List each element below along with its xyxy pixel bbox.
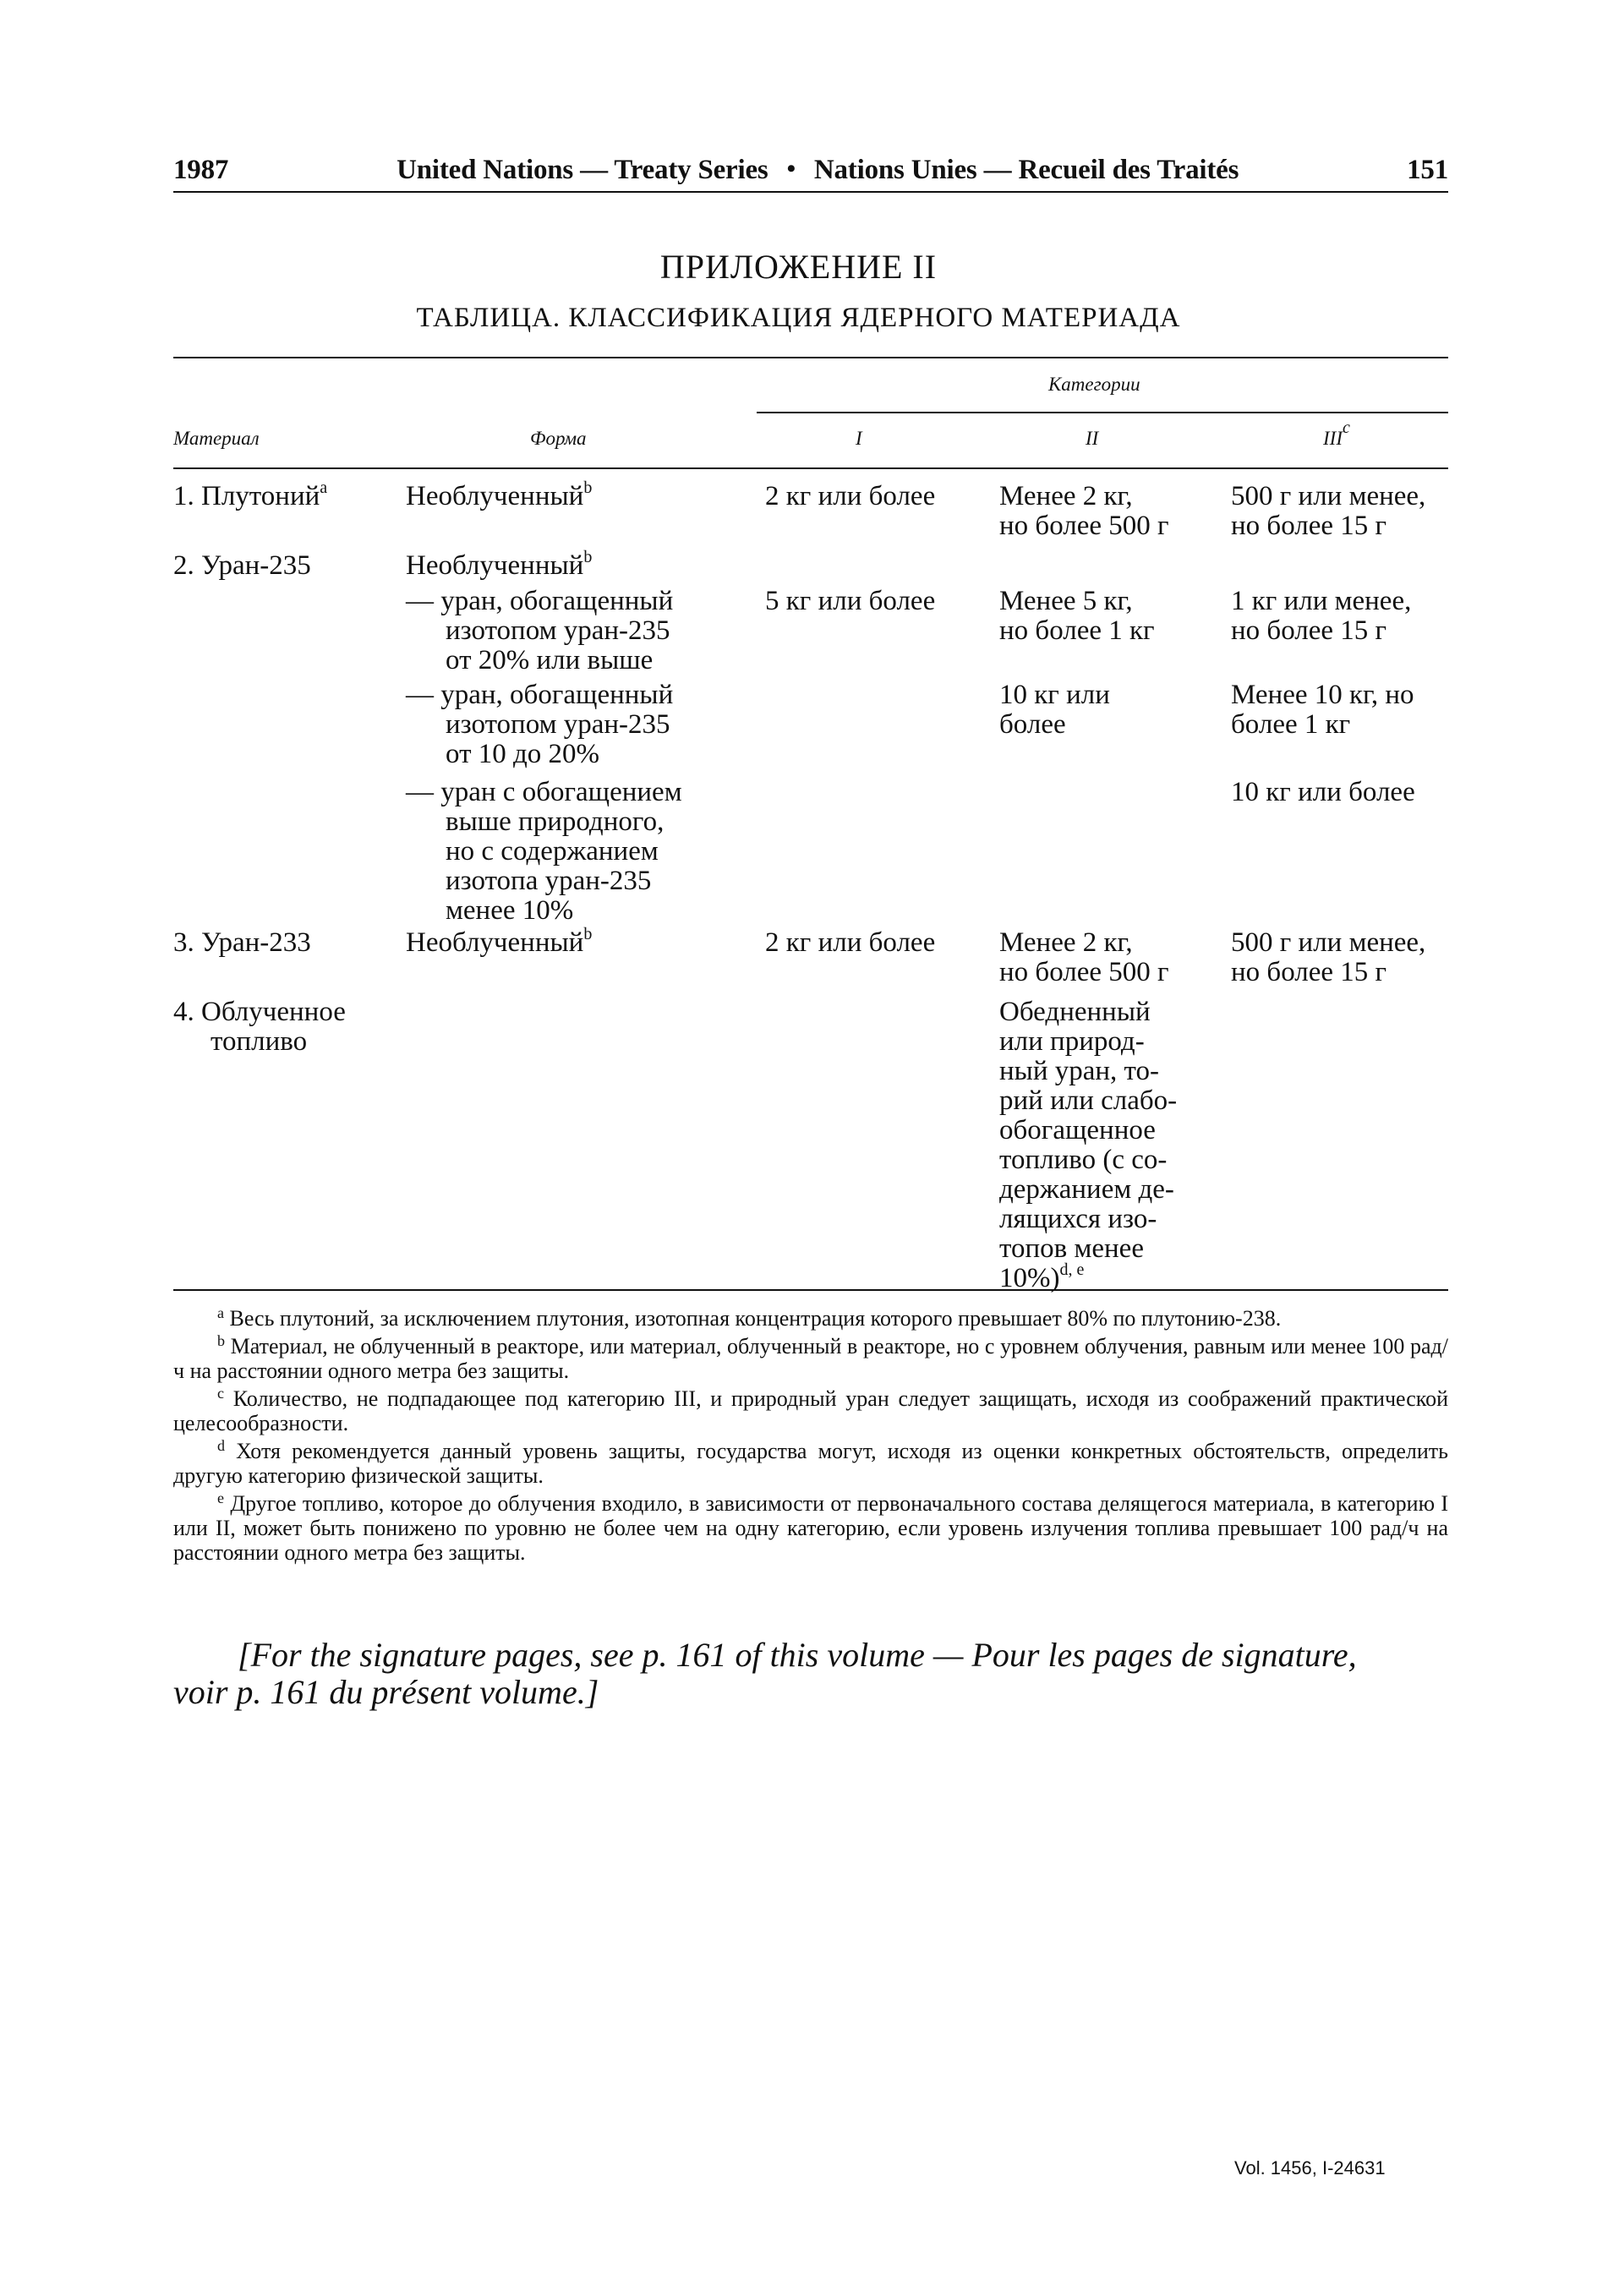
cell-line: 500 г или менее, — [1231, 927, 1426, 958]
cell-line: или природ- — [999, 1026, 1145, 1057]
row-2-material: 2. Уран-235 — [173, 550, 311, 581]
row-1-material — [173, 478, 328, 511]
cell-line: 4. Облученное — [173, 997, 346, 1027]
cell-line: Менее 10 кг, но — [1231, 680, 1414, 710]
header-form: Форма — [530, 428, 587, 449]
footnote-mark: b — [583, 548, 593, 566]
cell-line: более 1 кг — [1231, 709, 1351, 740]
row-2a-cat-3 — [1231, 587, 1411, 646]
cell-line: изотопом уран-235 — [446, 709, 670, 740]
header-year: 1987 — [173, 155, 229, 185]
row-3-cat-2 — [999, 928, 1169, 987]
row-3-form-label: Необлученный — [406, 927, 584, 958]
row-3-form — [406, 925, 593, 958]
header-title-en: United Nations — Treaty Series — [397, 155, 768, 185]
cell-line: — уран, обогащенный — [406, 680, 674, 710]
footnote-b — [173, 1334, 1448, 1383]
row-1-form-label: Необлученный — [406, 481, 584, 511]
cell-line: держанием де- — [999, 1174, 1174, 1205]
cell-line: Обедненный — [999, 997, 1151, 1027]
row-1-cat-2 — [999, 482, 1169, 541]
cell-line: от 10 до 20% — [446, 739, 600, 769]
header-category-2: II — [1086, 428, 1099, 449]
cell-line: 500 г или менее, — [1231, 481, 1426, 511]
annex-title: ПРИЛОЖЕНИЕ II — [659, 248, 938, 286]
cell-line: — уран с обогащением — [406, 777, 682, 807]
footnote-mark: c — [217, 1385, 224, 1402]
header-material: Материал — [173, 428, 260, 449]
cell-line: менее 10% — [446, 895, 574, 926]
cell-line: топливо — [211, 1026, 308, 1057]
header-category-3 — [1323, 418, 1350, 450]
cell-line: 1 кг или менее, — [1231, 586, 1412, 616]
row-2a-form — [406, 587, 673, 675]
cell-line: но более 500 г — [999, 957, 1169, 987]
footnote-text: Хотя рекомендуется данный уровень защиты, государства могут, исходя из оценки конкретных обстоятельств, определить другую категорию физической защиты. — [173, 1439, 1448, 1488]
cell-line: но более 15 г — [1231, 615, 1387, 646]
table-caption: ТАБЛИЦА. КЛАССИФИКАЦИЯ ЯДЕРНОГО МАТЕРИАДА — [416, 303, 1181, 333]
cell-line: топливо (с со- — [999, 1145, 1168, 1175]
row-2a-cat-2 — [999, 587, 1155, 646]
header-title-fr: Nations Unies — Recueil des Traités — [813, 155, 1239, 185]
cell-line: но более 15 г — [1231, 511, 1387, 541]
footnotes — [173, 1306, 1448, 1568]
cell-line: Менее 5 кг, — [999, 586, 1133, 616]
cell-line: рий или слабо- — [999, 1085, 1178, 1116]
row-1-cat-1: 2 кг или более — [765, 481, 936, 511]
cell-line: но более 500 г — [999, 511, 1169, 541]
cell-line: более — [999, 709, 1066, 740]
header-bottom-rule — [173, 467, 1448, 469]
table-bottom-rule — [173, 1289, 1448, 1291]
footnote-mark: b — [583, 478, 593, 497]
footnote-d — [173, 1439, 1448, 1488]
footnote-mark: b — [217, 1332, 225, 1349]
cell-line: выше природного, — [446, 806, 665, 837]
categories-rule — [757, 412, 1448, 413]
footnote-mark: c — [1342, 418, 1350, 437]
footnote-mark: a — [320, 478, 328, 497]
footnote-mark: b — [583, 925, 593, 943]
cell-line: 10 кг или — [999, 680, 1110, 710]
row-2-form — [406, 548, 593, 581]
cell-line — [999, 1260, 1177, 1293]
cell-line: Менее 2 кг, — [999, 481, 1133, 511]
cell-line: топов менее — [999, 1233, 1144, 1264]
cell-line: — уран, обогащенный — [406, 586, 674, 616]
signature-pages-note — [173, 1637, 1448, 1711]
cell-line: но более 15 г — [1231, 957, 1387, 987]
cell-line: ный уран, то- — [999, 1056, 1160, 1086]
cell-line: от 20% или выше — [446, 645, 654, 675]
row-2b-cat-3 — [1231, 681, 1414, 740]
row-2b-form — [406, 681, 673, 769]
row-3-cat-1: 2 кг или более — [765, 927, 936, 958]
footnote-text: Материал, не облученный в реакторе, или материал, облученный в реакторе, но с уровнем облучения, равным или менее 100 рад/ч на расстоянии одного метра без защиты. — [173, 1334, 1448, 1383]
cell-line: но с содержанием — [446, 836, 659, 866]
footnote-mark: e — [217, 1490, 224, 1506]
cell-line: Менее 2 кг, — [999, 927, 1133, 958]
cell-line-text: 10%) — [999, 1263, 1060, 1293]
row-2b-cat-2 — [999, 681, 1110, 740]
row-2c-cat-3: 10 кг или более — [1231, 777, 1415, 807]
footnote-text: Количество, не подпадающее под категорию III, и природный уран следует защищать, исходя из соображений практической целесообразности. — [173, 1386, 1448, 1435]
header-category-3-label: III — [1323, 428, 1343, 449]
footnote-a — [173, 1306, 1448, 1331]
row-3-cat-3 — [1231, 928, 1425, 987]
cell-line: но более 1 кг — [999, 615, 1155, 646]
row-2a-cat-1: 5 кг или более — [765, 586, 936, 616]
footnote-c — [173, 1386, 1448, 1435]
row-3-material: 3. Уран-233 — [173, 927, 311, 958]
volume-reference: Vol. 1456, I-24631 — [1234, 2157, 1386, 2178]
running-header — [173, 142, 1448, 193]
header-series-title — [397, 155, 1239, 186]
footnote-mark: a — [217, 1304, 224, 1321]
header-page-number: 151 — [1407, 155, 1448, 185]
footnote-mark: d — [217, 1437, 225, 1454]
footnote-text: Другое топливо, которое до облучения входило, в зависимости от первоначального состава делящегося материала, в категорию I или II, может быть понижено по уровню не более чем на одну категорию, если уровень излучения топлива превышает 100 рад/ч на расстоянии одного метра без защиты. — [173, 1491, 1448, 1565]
cell-line: изотопом уран-235 — [446, 615, 670, 646]
row-1-material-label: 1. Плутоний — [173, 481, 320, 511]
header-category-1: I — [856, 428, 862, 449]
cell-line: изотопа уран-235 — [446, 866, 652, 896]
header-categories: Категории — [1048, 374, 1140, 395]
row-4-cat-2 — [999, 998, 1177, 1293]
row-2c-form — [406, 778, 682, 926]
table-top-rule — [173, 357, 1448, 358]
note-line-2: voir p. 161 du présent volume.] — [173, 1673, 599, 1711]
note-line-1: [For the signature pages, see p. 161 of this volume — Pour les pages de signature, — [238, 1636, 1357, 1674]
row-4-material — [173, 998, 346, 1057]
header-bullet: • — [786, 155, 796, 183]
cell-line: обогащенное — [999, 1115, 1156, 1145]
row-1-cat-3 — [1231, 482, 1425, 541]
footnote-mark: d, e — [1059, 1260, 1085, 1279]
cell-line: лящихся изо- — [999, 1204, 1157, 1234]
footnote-text: Весь плутоний, за исключением плутония, изотопная концентрация которого превышает 80% по плутонию-238. — [229, 1306, 1282, 1331]
row-1-form — [406, 478, 593, 511]
row-2-form-label: Необлученный — [406, 550, 584, 581]
footnote-e — [173, 1491, 1448, 1565]
